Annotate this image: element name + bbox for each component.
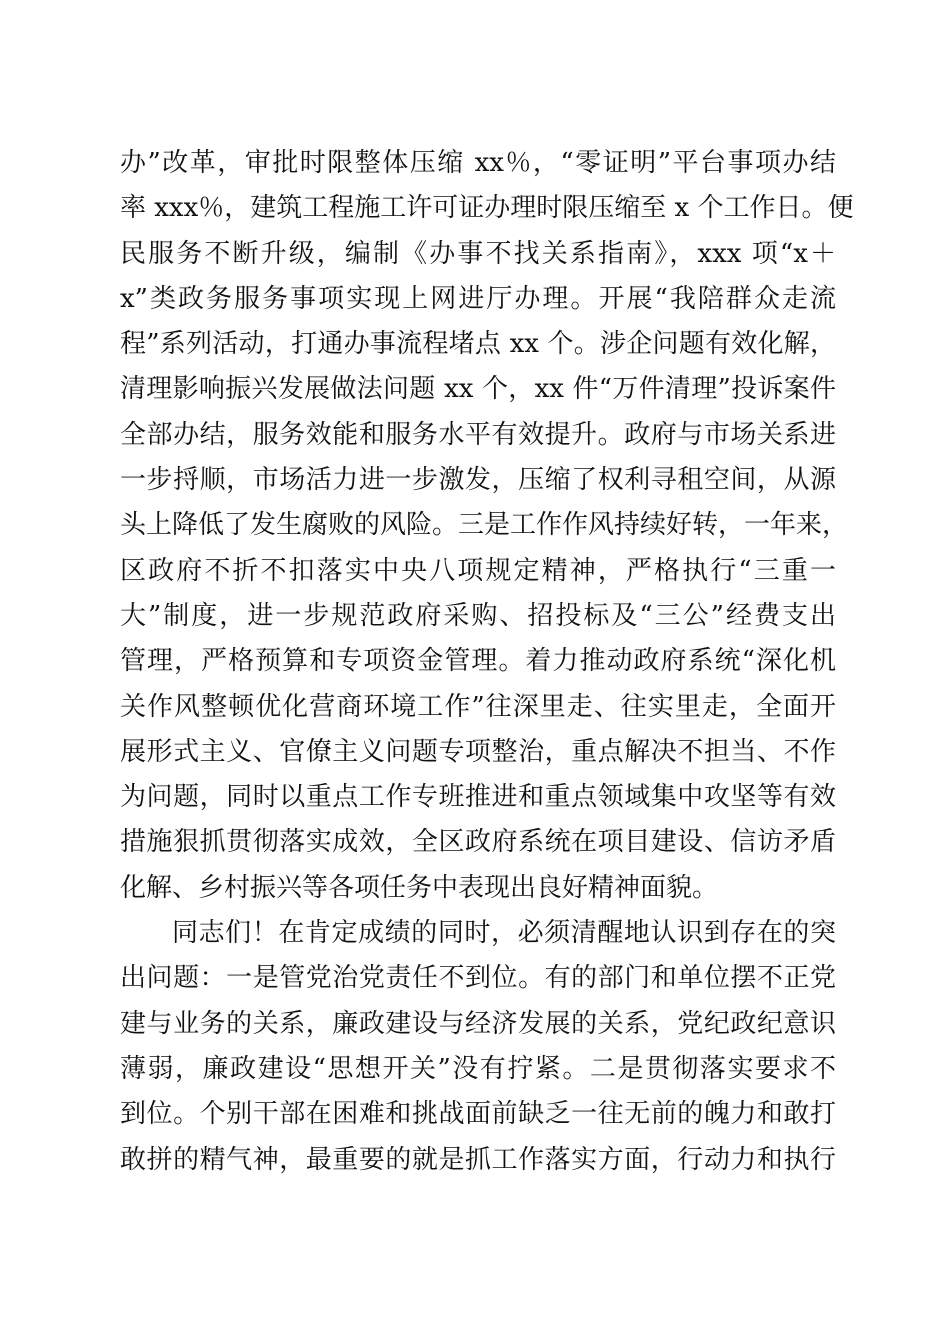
paragraph-2-line: 出问题：一是管党治党责任不到位。有的部门和单位摆不正党 xyxy=(120,963,836,994)
paragraph-1 xyxy=(120,141,854,911)
paragraph-2 xyxy=(120,911,836,1183)
paragraph-1-line: 清理影响振兴发展做法问题 xx 个，xx 件“万件清理”投诉案件 xyxy=(120,374,836,405)
paragraph-2-line: 到位。个别干部在困难和挑战面前缺乏一往无前的魄力和敢打 xyxy=(120,1099,836,1130)
paragraph-2-line: 敢拼的精气神，最重要的就是抓工作落实方面，行动力和执行 xyxy=(120,1144,836,1175)
paragraph-1-line: 为问题，同时以重点工作专班推进和重点领域集中攻坚等有效 xyxy=(120,782,836,813)
paragraph-1-line: 程”系列活动，打通办事流程堵点 xx 个。涉企问题有效化解， xyxy=(120,329,836,360)
paragraph-2-line: 同志们！在肯定成绩的同时，必须清醒地认识到存在的突 xyxy=(172,918,836,949)
paragraph-1-line: 全部办结，服务效能和服务水平有效提升。政府与市场关系进 xyxy=(120,419,836,450)
paragraph-1-line: 大”制度，进一步规范政府采购、招投标及“三公”经费支出 xyxy=(120,600,836,631)
paragraph-1-line: 办”改革，审批时限整体压缩 xx％，“零证明”平台事项办结 xyxy=(120,148,836,178)
paragraph-1-line: 民服务不断升级，编制《办事不找关系指南》，xxx 项“x＋ xyxy=(120,238,836,269)
paragraph-1-line: 展形式主义、官僚主义问题专项整治，重点解决不担当、不作 xyxy=(120,736,836,767)
paragraph-2-line: 薄弱，廉政建设“思想开关”没有拧紧。二是贯彻落实要求不 xyxy=(120,1053,836,1084)
paragraph-1-line: 关作风整顿优化营商环境工作”往深里走、往实里走，全面开 xyxy=(120,691,836,722)
document-body xyxy=(120,141,854,1183)
paragraph-1-line: 管理，严格预算和专项资金管理。着力推动政府系统“深化机 xyxy=(120,646,836,677)
paragraph-2-line: 建与业务的关系，廉政建设与经济发展的关系，党纪政纪意识 xyxy=(120,1008,836,1039)
paragraph-1-line: 措施狠抓贯彻落实成效，全区政府系统在项目建设、信访矛盾 xyxy=(120,827,836,858)
paragraph-1-line: 化解、乡村振兴等各项任务中表现出良好精神面貌。 xyxy=(120,872,719,903)
paragraph-1-line: 一步捋顺，市场活力进一步激发，压缩了权利寻租空间，从源 xyxy=(120,465,836,496)
paragraph-1-line: 头上降低了发生腐败的风险。三是工作作风持续好转，一年来， xyxy=(120,510,849,541)
paragraph-1-line: 区政府不折不扣落实中央八项规定精神，严格执行“三重一 xyxy=(120,555,836,586)
paragraph-1-line: x”类政务服务事项实现上网进厅办理。开展“我陪群众走流 xyxy=(120,283,836,314)
paragraph-1-line: 率 xxx％，建筑工程施工许可证办理时限压缩至 x 个工作日。便 xyxy=(120,193,854,224)
